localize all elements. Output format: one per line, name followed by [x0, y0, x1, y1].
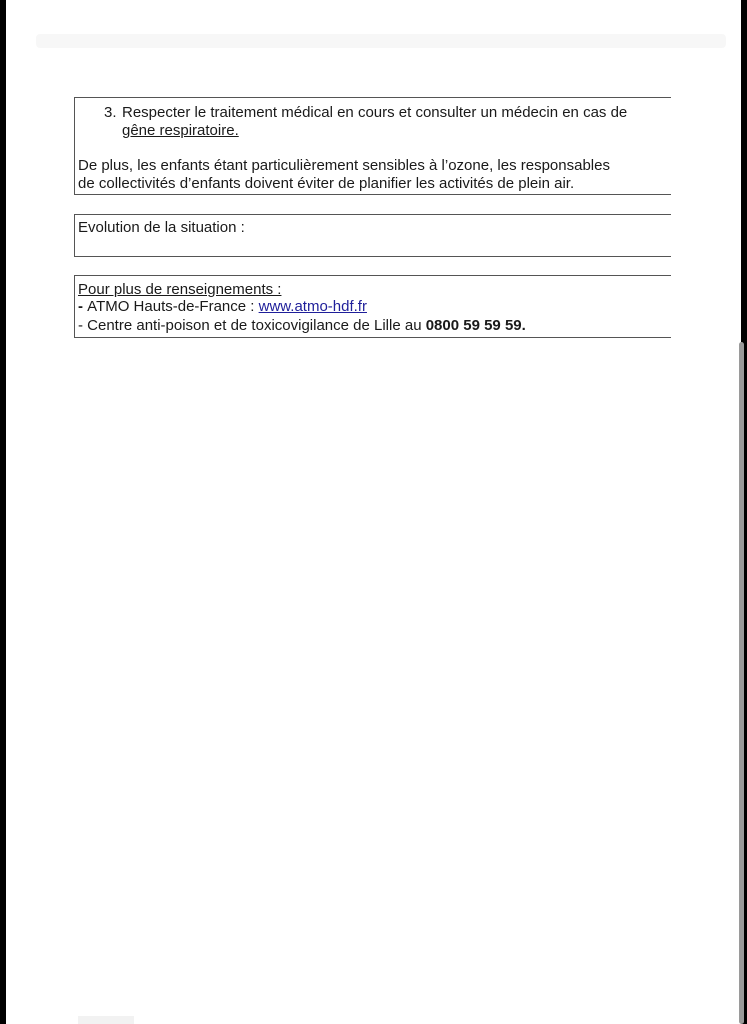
- recommendations-box: [74, 97, 671, 195]
- children-note-line-2: de collectivités d’enfants doivent éviter de planifier les activités de plein air.: [78, 175, 575, 192]
- poison-center-line: [78, 317, 526, 335]
- info-box: [74, 275, 671, 338]
- atmo-line: [78, 298, 367, 316]
- page-header-area: [36, 34, 726, 48]
- atmo-label: ATMO Hauts-de-France :: [87, 298, 259, 315]
- evolution-label: Evolution de la situation :: [78, 219, 245, 236]
- poison-center-phone: 0800 59 59 59.: [425, 317, 526, 334]
- children-note-line-1: De plus, les enfants étant particulièrement sensibles à l’ozone, les responsables: [78, 157, 610, 174]
- item-3-text: Respecter le traitement médical en cours et consulter un médecin en cas de: [122, 104, 628, 121]
- poison-center-label: - Centre anti-poison et de toxicovigilance de Lille au: [78, 317, 426, 334]
- atmo-link[interactable]: www.atmo-hdf.fr: [258, 298, 367, 315]
- item-3-text-continued: gêne respiratoire.: [122, 122, 239, 139]
- info-heading: Pour plus de renseignements :: [78, 281, 282, 298]
- document-page: [6, 0, 741, 1024]
- page-footer-area: [78, 1016, 134, 1024]
- atmo-dash: -: [78, 298, 88, 315]
- item-number: 3.: [104, 104, 117, 121]
- evolution-box: [74, 214, 671, 257]
- vertical-scrollbar[interactable]: [739, 342, 744, 1024]
